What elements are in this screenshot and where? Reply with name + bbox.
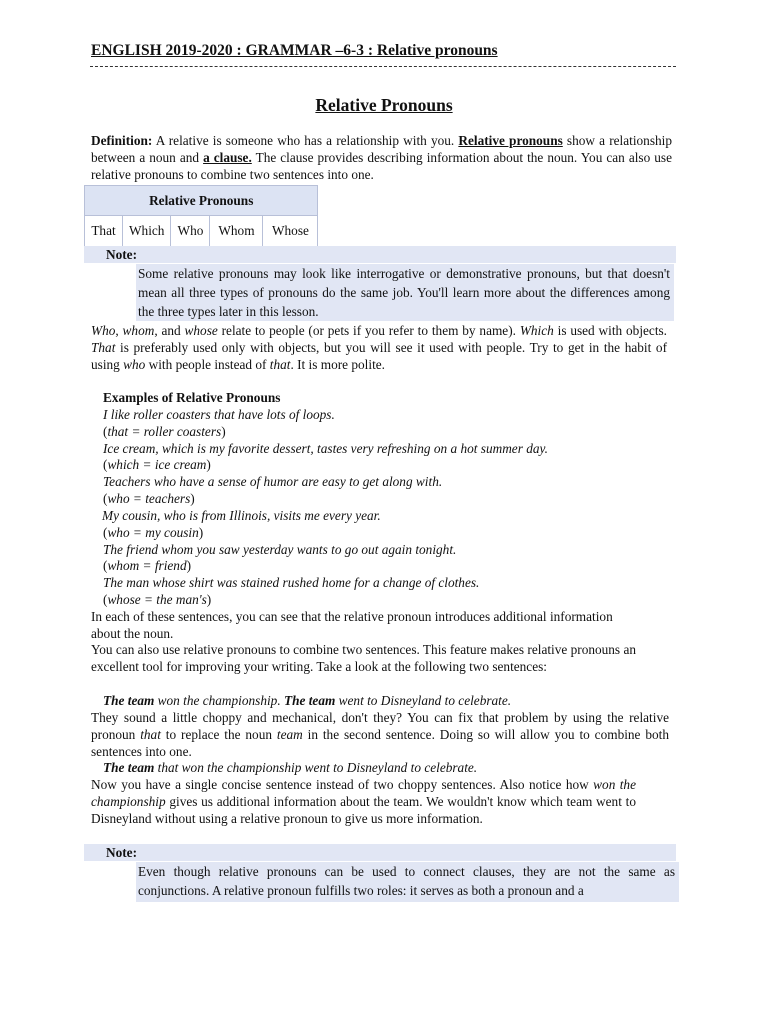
table-cell: Whose <box>263 216 318 247</box>
example-sentence: I like roller coasters that have lots of loops. <box>103 407 335 422</box>
usage-text: with people instead of <box>145 356 270 372</box>
definition-bold-clause: a clause. <box>203 149 252 165</box>
table-header: Relative Pronouns <box>85 186 318 216</box>
usage-paragraph <box>91 323 667 373</box>
definition-text: show a relationship between a noun and <box>91 133 672 165</box>
sample-sentences: The team won the championship. The team went to Disneyland to celebrate. <box>103 693 512 708</box>
dashed-divider <box>90 66 676 67</box>
usage-text: , and <box>154 323 185 338</box>
example-sentence: Ice cream, which is my favorite dessert, tastes very refreshing on a hot summer day. <box>103 441 548 456</box>
usage-term: whom <box>122 323 155 338</box>
examples-heading: Examples of Relative Pronouns <box>103 390 281 405</box>
example-sentence: The man whose shirt was stained rushed home for a change of clothes. <box>103 575 480 590</box>
usage-term: That <box>91 339 116 355</box>
example-sentence: My cousin, who is from Illinois, visits me every year. <box>102 508 381 523</box>
usage-text: is preferably used only with objects, but you will see it used with people. Try to get in the habit of using <box>91 339 667 372</box>
combined-sentence: The team that won the championship went to Disneyland to celebrate. <box>103 760 478 775</box>
example-note: (that = roller coasters) <box>103 424 226 439</box>
definition-label: Definition: <box>91 133 153 148</box>
definition-text: A relative is someone who has a relationship with you. <box>152 133 459 148</box>
combine-paragraph: You can also use relative pronouns to combine two sentences. This feature makes relative pronouns an excellent tool for improving your writing. Take a look at the following two sentences: <box>91 642 636 674</box>
table-cell: That <box>85 216 123 247</box>
note-body: Some relative pronouns may look like interrogative or demonstrative pronouns, but that doesn't mean all three types of pronouns do the same job. You'll learn more about the differences among the three types later in this lesson. <box>136 264 674 321</box>
example-note: (which = ice cream) <box>103 457 211 472</box>
note-label: Note: <box>84 246 676 263</box>
usage-text: relate to people (or pets if you refer to them by name). <box>217 323 520 338</box>
usage-term: that <box>269 356 291 372</box>
example-note: (whom = friend) <box>103 558 192 573</box>
definition-bold-term: Relative pronouns <box>458 133 563 148</box>
table-cell: Who <box>171 216 210 247</box>
usage-text: , <box>115 323 123 338</box>
usage-term: Who <box>91 323 116 338</box>
note-label: Note: <box>84 844 676 861</box>
definition-text: The clause provides describing information about the noun. You can also use relative pronouns to combine two sentences into one. <box>91 149 673 182</box>
usage-text: is used with objects. <box>553 323 668 338</box>
example-note: (who = teachers) <box>103 491 195 506</box>
document-title: Relative Pronouns <box>315 95 453 115</box>
example-note: (who = my cousin) <box>103 525 204 540</box>
table-row <box>85 216 318 247</box>
example-sentence: Teachers who have a sense of humor are easy to get along with. <box>103 474 443 489</box>
definition-paragraph <box>91 133 672 183</box>
table-cell: Whom <box>210 216 263 247</box>
header-title: ENGLISH 2019-2020 : GRAMMAR –6-3 : Relative pronouns <box>91 42 498 59</box>
example-note: (whose = the man's) <box>103 592 212 607</box>
example-sentence: The friend whom you saw yesterday wants to go out again tonight. <box>103 542 457 557</box>
relative-pronouns-table <box>84 185 318 247</box>
table-cell: Which <box>123 216 171 247</box>
choppy-paragraph: They sound a little choppy and mechanical, don't they? You can fix that problem by using the relative pronoun that to replace the noun team in the second sentence. Doing so will allow you to combine both sentences into one. <box>91 710 669 759</box>
usage-term: whose <box>184 323 218 338</box>
additional-info-paragraph: In each of these sentences, you can see that the relative pronoun introduces additional information about the noun. <box>91 609 613 641</box>
note-body: Even though relative pronouns can be used to connect clauses, they are not the same as conjunctions. A relative pronoun fulfills two roles: it serves as both a pronoun and a <box>136 862 679 902</box>
usage-term: Which <box>519 323 554 338</box>
usage-text: . It is more polite. <box>290 356 385 372</box>
single-sentence-paragraph: Now you have a single concise sentence instead of two choppy sentences. Also notice how won the championship gives us additional information about the team. We wouldn't know which team went to Disneyland without using a relative pronoun to give us more information. <box>91 777 636 826</box>
usage-term: who <box>123 356 146 372</box>
